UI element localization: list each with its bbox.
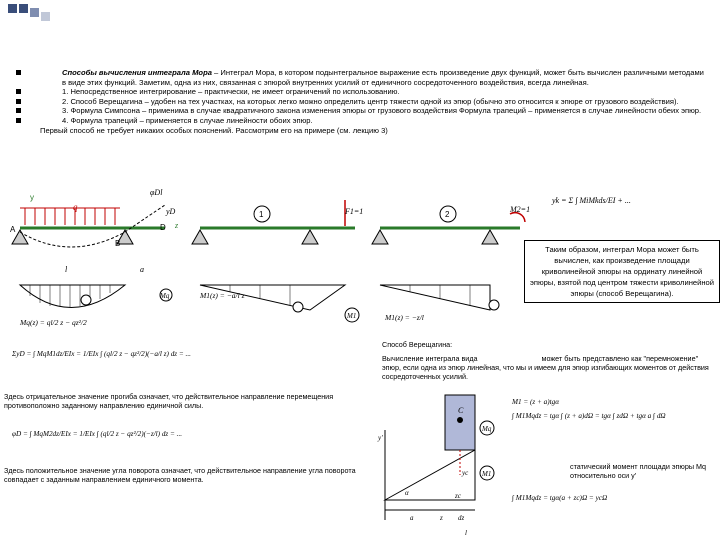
label-m2: M2=1 <box>510 205 531 214</box>
loaded-beam <box>12 205 172 308</box>
label-yc: yc <box>462 469 469 477</box>
label-a-dim: a <box>140 265 144 274</box>
label-q: q <box>73 202 78 212</box>
list-item-text: 3. Формула Симпсона – применима в случае квадратичного закона изменения эпюры от грузового воздействия Формула трапеций – применяется в случае линейности обеих эпюр. <box>62 106 702 116</box>
label-dz: dz <box>458 514 465 522</box>
minus-sign <box>293 302 303 312</box>
support-b <box>302 230 318 244</box>
label-l-v: l <box>465 529 467 537</box>
label-f1: F1=1 <box>345 207 364 216</box>
rotation-formula: φD = ∫ MqM2dz/EIx = 1/EIx ∫ (ql/2 z − qz²/2)(−z/l) dz = ... <box>12 430 183 438</box>
label-c: C <box>458 406 464 415</box>
label-b: B <box>115 239 121 248</box>
method-description: Вычисление интеграла вида может быть представлено как "перемножение" эпюр, если одна из эпюр линейная, что мы и имеем для эпюр изгибающих моментов от действия сосредоточенных усилий. <box>382 354 709 381</box>
label-mq-v: Mq <box>482 425 492 433</box>
list-item-text: – Интеграл Мора, в котором подынтегральное выражение есть произведение двух функций, может быть вычислен различными методами в виде этих функций. Заметим, одна из них, связанная с эпюрой внутренних усилий от единичного сосредоточенного воздействия, всегда линейная. <box>62 68 704 87</box>
method-title: Способ Верещагина: <box>382 340 453 349</box>
label-yd: yD <box>166 207 176 216</box>
deflection-formula: ΣyD = ∫ MqM1dz/EIx = 1/EIx ∫ (ql/2 z − qz²/2)(−a/l z) dz = ... <box>12 350 191 358</box>
moment-diagram-m2 <box>380 285 490 310</box>
list-item-text: 2. Способ Верещагина – удобен на тех участках, на которых легко можно определить центр тяжести одной из эпюр (обычно это относится к эпюре от грузового воздействия). <box>62 96 679 106</box>
label-phi: φDl <box>150 188 163 197</box>
static-moment-note: статический момент площади эпюры Mq относительно оси y' <box>570 462 706 480</box>
deflection-curve <box>20 205 165 247</box>
rotation-note: Здесь положительное значение угла поворота означает, что действительное направление угла поворота совпадает с заданным направлением единичного момента. <box>4 466 356 484</box>
centroid-point <box>457 417 463 423</box>
formula-m1-2: M1(z) = −z/l <box>385 313 424 322</box>
formula-m1: M1(z) = −a/l z <box>200 291 245 300</box>
label-mq: Mq <box>160 292 170 300</box>
label-a: A <box>10 225 16 234</box>
formula-integral: ∫ M1Mqdz = tgα ∫ (z + a)dΩ = tgα ∫ zdΩ + tgα a ∫ dΩ <box>512 412 666 420</box>
unit-moment-arrow <box>510 213 525 222</box>
label-state2: 2 <box>445 210 450 219</box>
vereshchagin-conclusion-box: Таким образом, интеграл Мора может быть вычислен, как произведение площади криволинейной эпюры на ординату линейной эпюры, взятой под центром тяжести криволинейной эпюры (способ Верещагина). <box>524 240 720 303</box>
label-l: l <box>65 265 68 274</box>
support-b <box>482 230 498 244</box>
label-zc: zc <box>455 492 461 500</box>
moment-diagram-q <box>20 285 125 308</box>
label-y-prime: y' <box>378 434 383 442</box>
label-m1: M1 <box>347 312 357 320</box>
support-a <box>192 230 208 244</box>
label-z-v: z <box>440 514 443 522</box>
label-m1-v: M1 <box>482 470 492 478</box>
formula-m1-linear: M1 = (z + a)tgα <box>512 398 560 406</box>
label-alpha: α <box>405 489 409 497</box>
top-right-formula: yk = Σ ∫ MiMkds/EI + ... <box>552 196 631 205</box>
list-item-text: 4. Формула трапеций – применяется в случае линейности обоих эпюр. <box>62 115 313 125</box>
unit-force-beam <box>192 200 359 322</box>
distributed-load <box>20 208 120 225</box>
formula-mq: Mq(z) = ql/2 z − qz²/2 <box>20 318 87 327</box>
support-a <box>372 230 388 244</box>
plus-sign <box>489 300 499 310</box>
label-d: D <box>160 223 166 232</box>
formula-final: ∫ M1Mqdz = tgα(a + zc)Ω = ycΩ <box>512 494 608 502</box>
list-item-lead: Способы вычисления интеграла Мора <box>62 68 212 77</box>
intro-text: Первый способ не требует никаких особых пояснений. Рассмотрим его на примере (см. лекцию 3) <box>40 125 388 135</box>
label-state1: 1 <box>259 210 264 219</box>
label-y: y <box>30 193 34 202</box>
label-z: z <box>175 221 179 230</box>
label-a-v: a <box>410 514 414 522</box>
unit-moment-beam <box>372 206 525 310</box>
deflection-note: Здесь отрицательное значение прогиба означает, что действительное направление перемещения противоположно заданному направлению единичной силы. <box>4 392 334 410</box>
plus-sign <box>81 295 91 305</box>
vereshchagin-diagram <box>385 395 494 520</box>
list-item-text: 1. Непосредственное интегрирование – практически, не имеет ограничений по использованию. <box>62 87 400 97</box>
